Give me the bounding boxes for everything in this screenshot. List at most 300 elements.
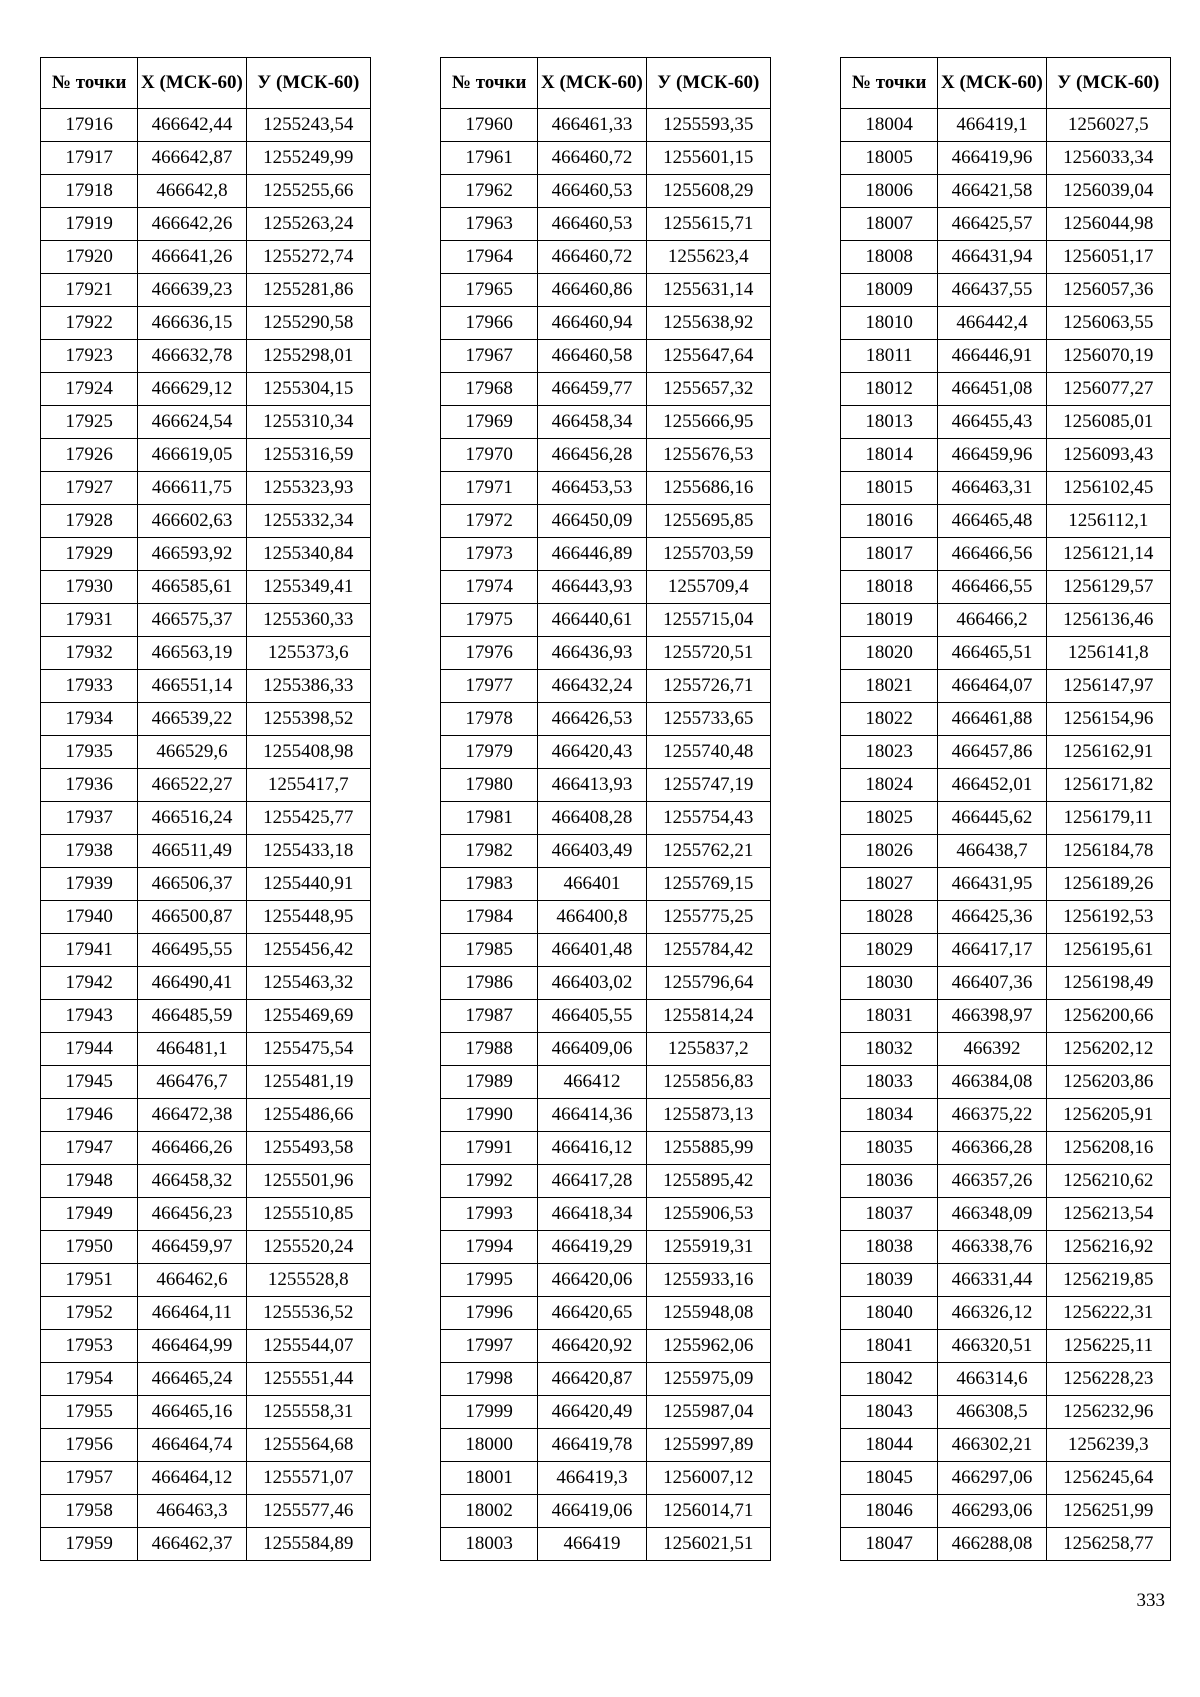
- cell-x-coordinate: 466485,59: [138, 1000, 246, 1033]
- cell-x-coordinate: 466419,96: [938, 142, 1046, 175]
- table-row: [41, 1066, 371, 1099]
- cell-y-coordinate: 1255796,64: [646, 967, 770, 1000]
- cell-x-coordinate: 466414,36: [538, 1099, 646, 1132]
- coordinates-table-2: [440, 57, 771, 1561]
- cell-y-coordinate: 1256141,8: [1046, 637, 1170, 670]
- cell-point-number: 17933: [41, 670, 138, 703]
- table-row: [41, 1198, 371, 1231]
- cell-point-number: 17952: [41, 1297, 138, 1330]
- cell-x-coordinate: 466460,72: [538, 142, 646, 175]
- table-row: [41, 373, 371, 406]
- cell-y-coordinate: 1255733,65: [646, 703, 770, 736]
- table-row: [41, 1264, 371, 1297]
- table-row: [441, 1429, 771, 1462]
- table-row: [841, 1000, 1171, 1033]
- cell-x-coordinate: 466405,55: [538, 1000, 646, 1033]
- cell-y-coordinate: 1255564,68: [246, 1429, 370, 1462]
- table-row: [41, 637, 371, 670]
- cell-x-coordinate: 466431,94: [938, 241, 1046, 274]
- cell-y-coordinate: 1256154,96: [1046, 703, 1170, 736]
- cell-x-coordinate: 466624,54: [138, 406, 246, 439]
- table-row: [41, 1000, 371, 1033]
- cell-x-coordinate: 466495,55: [138, 934, 246, 967]
- cell-x-coordinate: 466407,36: [938, 967, 1046, 1000]
- cell-point-number: 17979: [441, 736, 538, 769]
- cell-point-number: 18029: [841, 934, 938, 967]
- cell-x-coordinate: 466326,12: [938, 1297, 1046, 1330]
- cell-point-number: 18038: [841, 1231, 938, 1264]
- cell-y-coordinate: 1255486,66: [246, 1099, 370, 1132]
- cell-point-number: 17974: [441, 571, 538, 604]
- cell-x-coordinate: 466419,06: [538, 1495, 646, 1528]
- table-row: [841, 835, 1171, 868]
- table-row: [841, 736, 1171, 769]
- cell-y-coordinate: 1256219,85: [1046, 1264, 1170, 1297]
- cell-y-coordinate: 1255536,52: [246, 1297, 370, 1330]
- table-row: [441, 571, 771, 604]
- cell-y-coordinate: 1255544,07: [246, 1330, 370, 1363]
- table-row: [841, 1231, 1171, 1264]
- cell-x-coordinate: 466464,74: [138, 1429, 246, 1462]
- cell-point-number: 17999: [441, 1396, 538, 1429]
- cell-x-coordinate: 466440,61: [538, 604, 646, 637]
- cell-y-coordinate: 1256171,82: [1046, 769, 1170, 802]
- table-row: [841, 1462, 1171, 1495]
- cell-point-number: 17982: [441, 835, 538, 868]
- cell-point-number: 18014: [841, 439, 938, 472]
- table-row: [441, 505, 771, 538]
- cell-point-number: 18004: [841, 109, 938, 142]
- table-row: [441, 868, 771, 901]
- cell-y-coordinate: 1255895,42: [646, 1165, 770, 1198]
- cell-point-number: 17961: [441, 142, 538, 175]
- cell-point-number: 18047: [841, 1528, 938, 1561]
- cell-x-coordinate: 466465,16: [138, 1396, 246, 1429]
- cell-y-coordinate: 1255975,09: [646, 1363, 770, 1396]
- cell-x-coordinate: 466446,91: [938, 340, 1046, 373]
- cell-point-number: 17925: [41, 406, 138, 439]
- cell-point-number: 17930: [41, 571, 138, 604]
- table-row: [841, 571, 1171, 604]
- table-row: [441, 1495, 771, 1528]
- cell-point-number: 17968: [441, 373, 538, 406]
- cell-point-number: 17986: [441, 967, 538, 1000]
- cell-y-coordinate: 1255501,96: [246, 1165, 370, 1198]
- cell-x-coordinate: 466338,76: [938, 1231, 1046, 1264]
- cell-y-coordinate: 1256027,5: [1046, 109, 1170, 142]
- cell-x-coordinate: 466506,37: [138, 868, 246, 901]
- cell-point-number: 17926: [41, 439, 138, 472]
- cell-point-number: 17969: [441, 406, 538, 439]
- cell-point-number: 17962: [441, 175, 538, 208]
- cell-point-number: 18006: [841, 175, 938, 208]
- table-row: [441, 241, 771, 274]
- table-row: [441, 208, 771, 241]
- cell-point-number: 17971: [441, 472, 538, 505]
- cell-x-coordinate: 466403,49: [538, 835, 646, 868]
- table-row: [441, 637, 771, 670]
- cell-y-coordinate: 1256179,11: [1046, 802, 1170, 835]
- cell-y-coordinate: 1256245,64: [1046, 1462, 1170, 1495]
- cell-y-coordinate: 1256210,62: [1046, 1165, 1170, 1198]
- cell-x-coordinate: 466419,78: [538, 1429, 646, 1462]
- cell-y-coordinate: 1255408,98: [246, 736, 370, 769]
- cell-point-number: 18022: [841, 703, 938, 736]
- table-row: [441, 1000, 771, 1033]
- cell-x-coordinate: 466462,6: [138, 1264, 246, 1297]
- cell-x-coordinate: 466297,06: [938, 1462, 1046, 1495]
- cell-point-number: 18010: [841, 307, 938, 340]
- table-row: [41, 1330, 371, 1363]
- cell-y-coordinate: 1255754,43: [646, 802, 770, 835]
- cell-point-number: 17929: [41, 538, 138, 571]
- cell-x-coordinate: 466420,49: [538, 1396, 646, 1429]
- table-row: [441, 406, 771, 439]
- cell-point-number: 17985: [441, 934, 538, 967]
- cell-point-number: 18026: [841, 835, 938, 868]
- table-row: [441, 670, 771, 703]
- cell-x-coordinate: 466464,99: [138, 1330, 246, 1363]
- cell-point-number: 18020: [841, 637, 938, 670]
- cell-x-coordinate: 466288,08: [938, 1528, 1046, 1561]
- cell-x-coordinate: 466443,93: [538, 571, 646, 604]
- table-row: [441, 1165, 771, 1198]
- table-row: [441, 538, 771, 571]
- table-row: [441, 1099, 771, 1132]
- table-row: [441, 835, 771, 868]
- cell-y-coordinate: 1255726,71: [646, 670, 770, 703]
- cell-point-number: 17956: [41, 1429, 138, 1462]
- cell-point-number: 17964: [441, 241, 538, 274]
- cell-x-coordinate: 466466,55: [938, 571, 1046, 604]
- cell-x-coordinate: 466500,87: [138, 901, 246, 934]
- cell-point-number: 18042: [841, 1363, 938, 1396]
- cell-x-coordinate: 466308,5: [938, 1396, 1046, 1429]
- cell-point-number: 18043: [841, 1396, 938, 1429]
- table-row: [841, 901, 1171, 934]
- cell-x-coordinate: 466481,1: [138, 1033, 246, 1066]
- page-number: 333: [1136, 1590, 1165, 1611]
- cell-y-coordinate: 1255340,84: [246, 538, 370, 571]
- cell-point-number: 18044: [841, 1429, 938, 1462]
- table-row: [441, 340, 771, 373]
- cell-y-coordinate: 1255360,33: [246, 604, 370, 637]
- table-row: [441, 1264, 771, 1297]
- cell-x-coordinate: 466425,36: [938, 901, 1046, 934]
- cell-point-number: 17923: [41, 340, 138, 373]
- cell-point-number: 17944: [41, 1033, 138, 1066]
- table-row: [441, 1198, 771, 1231]
- table-row: [841, 538, 1171, 571]
- coordinates-table-3: [840, 57, 1171, 1561]
- table-row: [41, 208, 371, 241]
- cell-point-number: 18039: [841, 1264, 938, 1297]
- table-header-row: [841, 58, 1171, 109]
- cell-point-number: 18012: [841, 373, 938, 406]
- cell-x-coordinate: 466490,41: [138, 967, 246, 1000]
- cell-point-number: 18019: [841, 604, 938, 637]
- table-row: [441, 604, 771, 637]
- cell-y-coordinate: 1255398,52: [246, 703, 370, 736]
- cell-x-coordinate: 466457,86: [938, 736, 1046, 769]
- cell-x-coordinate: 466436,93: [538, 637, 646, 670]
- cell-point-number: 17997: [441, 1330, 538, 1363]
- table-row: [41, 439, 371, 472]
- cell-y-coordinate: 1256063,55: [1046, 307, 1170, 340]
- cell-x-coordinate: 466466,2: [938, 604, 1046, 637]
- cell-point-number: 17996: [441, 1297, 538, 1330]
- cell-point-number: 17963: [441, 208, 538, 241]
- cell-x-coordinate: 466539,22: [138, 703, 246, 736]
- table-row: [841, 142, 1171, 175]
- cell-point-number: 17946: [41, 1099, 138, 1132]
- cell-point-number: 17958: [41, 1495, 138, 1528]
- cell-y-coordinate: 1256162,91: [1046, 736, 1170, 769]
- cell-y-coordinate: 1255481,19: [246, 1066, 370, 1099]
- cell-x-coordinate: 466636,15: [138, 307, 246, 340]
- table-row: [41, 109, 371, 142]
- cell-y-coordinate: 1255316,59: [246, 439, 370, 472]
- table-row: [41, 175, 371, 208]
- cell-y-coordinate: 1255593,35: [646, 109, 770, 142]
- cell-x-coordinate: 466466,26: [138, 1132, 246, 1165]
- cell-point-number: 18023: [841, 736, 938, 769]
- table-row: [441, 1396, 771, 1429]
- cell-y-coordinate: 1255577,46: [246, 1495, 370, 1528]
- cell-y-coordinate: 1256044,98: [1046, 208, 1170, 241]
- table-row: [41, 769, 371, 802]
- cell-x-coordinate: 466421,58: [938, 175, 1046, 208]
- table-row: [841, 769, 1171, 802]
- cell-x-coordinate: 466408,28: [538, 802, 646, 835]
- cell-y-coordinate: 1255615,71: [646, 208, 770, 241]
- table-row: [841, 1396, 1171, 1429]
- coordinates-table-1: [40, 57, 371, 1561]
- table-row: [41, 1429, 371, 1462]
- table-row: [841, 241, 1171, 274]
- cell-x-coordinate: 466445,62: [938, 802, 1046, 835]
- table-row: [441, 1066, 771, 1099]
- cell-point-number: 17973: [441, 538, 538, 571]
- cell-y-coordinate: 1255769,15: [646, 868, 770, 901]
- cell-point-number: 18003: [441, 1528, 538, 1561]
- cell-point-number: 17935: [41, 736, 138, 769]
- cell-x-coordinate: 466585,61: [138, 571, 246, 604]
- cell-point-number: 18024: [841, 769, 938, 802]
- table-row: [41, 736, 371, 769]
- table-row: [841, 670, 1171, 703]
- cell-x-coordinate: 466459,96: [938, 439, 1046, 472]
- cell-point-number: 17949: [41, 1198, 138, 1231]
- cell-y-coordinate: 1256085,01: [1046, 406, 1170, 439]
- cell-y-coordinate: 1255715,04: [646, 604, 770, 637]
- cell-x-coordinate: 466419,29: [538, 1231, 646, 1264]
- cell-x-coordinate: 466419: [538, 1528, 646, 1561]
- table-row: [841, 1033, 1171, 1066]
- table-row: [41, 340, 371, 373]
- cell-point-number: 18000: [441, 1429, 538, 1462]
- cell-x-coordinate: 466320,51: [938, 1330, 1046, 1363]
- table-row: [41, 538, 371, 571]
- table-row: [841, 703, 1171, 736]
- cell-y-coordinate: 1256200,66: [1046, 1000, 1170, 1033]
- cell-x-coordinate: 466458,34: [538, 406, 646, 439]
- cell-x-coordinate: 466331,44: [938, 1264, 1046, 1297]
- cell-point-number: 18013: [841, 406, 938, 439]
- cell-point-number: 18031: [841, 1000, 938, 1033]
- cell-point-number: 17942: [41, 967, 138, 1000]
- cell-y-coordinate: 1255433,18: [246, 835, 370, 868]
- table-row: [841, 373, 1171, 406]
- cell-x-coordinate: 466302,21: [938, 1429, 1046, 1462]
- cell-y-coordinate: 1256014,71: [646, 1495, 770, 1528]
- cell-point-number: 18037: [841, 1198, 938, 1231]
- table-body: [41, 109, 371, 1561]
- cell-x-coordinate: 466420,65: [538, 1297, 646, 1330]
- cell-y-coordinate: 1256228,23: [1046, 1363, 1170, 1396]
- cell-y-coordinate: 1256033,34: [1046, 142, 1170, 175]
- cell-point-number: 17920: [41, 241, 138, 274]
- table-row: [441, 934, 771, 967]
- cell-point-number: 17966: [441, 307, 538, 340]
- cell-y-coordinate: 1255676,53: [646, 439, 770, 472]
- cell-y-coordinate: 1255762,21: [646, 835, 770, 868]
- cell-x-coordinate: 466641,26: [138, 241, 246, 274]
- cell-y-coordinate: 1255456,42: [246, 934, 370, 967]
- cell-y-coordinate: 1255933,16: [646, 1264, 770, 1297]
- cell-x-coordinate: 466392: [938, 1033, 1046, 1066]
- cell-x-coordinate: 466400,8: [538, 901, 646, 934]
- cell-point-number: 18001: [441, 1462, 538, 1495]
- cell-y-coordinate: 1255281,86: [246, 274, 370, 307]
- cell-x-coordinate: 466314,6: [938, 1363, 1046, 1396]
- cell-point-number: 17938: [41, 835, 138, 868]
- table-row: [441, 703, 771, 736]
- cell-point-number: 17945: [41, 1066, 138, 1099]
- cell-y-coordinate: 1255263,24: [246, 208, 370, 241]
- cell-x-coordinate: 466464,11: [138, 1297, 246, 1330]
- table-row: [41, 1396, 371, 1429]
- cell-point-number: 17998: [441, 1363, 538, 1396]
- table-row: [841, 1528, 1171, 1561]
- table-body: [441, 109, 771, 1561]
- cell-y-coordinate: 1255987,04: [646, 1396, 770, 1429]
- table-header-row: [441, 58, 771, 109]
- table-row: [41, 1297, 371, 1330]
- table-row: [441, 439, 771, 472]
- cell-x-coordinate: 466460,94: [538, 307, 646, 340]
- cell-x-coordinate: 466409,06: [538, 1033, 646, 1066]
- cell-y-coordinate: 1255417,7: [246, 769, 370, 802]
- cell-x-coordinate: 466420,87: [538, 1363, 646, 1396]
- cell-y-coordinate: 1255601,15: [646, 142, 770, 175]
- table-row: [41, 1528, 371, 1561]
- cell-y-coordinate: 1255448,95: [246, 901, 370, 934]
- cell-x-coordinate: 466551,14: [138, 670, 246, 703]
- table-row: [441, 1363, 771, 1396]
- cell-y-coordinate: 1256208,16: [1046, 1132, 1170, 1165]
- cell-x-coordinate: 466420,92: [538, 1330, 646, 1363]
- cell-y-coordinate: 1256093,43: [1046, 439, 1170, 472]
- cell-y-coordinate: 1256195,61: [1046, 934, 1170, 967]
- table-row: [441, 175, 771, 208]
- cell-point-number: 17940: [41, 901, 138, 934]
- cell-x-coordinate: 466432,24: [538, 670, 646, 703]
- cell-point-number: 17965: [441, 274, 538, 307]
- cell-x-coordinate: 466464,12: [138, 1462, 246, 1495]
- cell-point-number: 17924: [41, 373, 138, 406]
- cell-point-number: 17932: [41, 637, 138, 670]
- cell-point-number: 17970: [441, 439, 538, 472]
- cell-y-coordinate: 1255657,32: [646, 373, 770, 406]
- cell-y-coordinate: 1255558,31: [246, 1396, 370, 1429]
- cell-point-number: 17991: [441, 1132, 538, 1165]
- cell-point-number: 18041: [841, 1330, 938, 1363]
- table-row: [441, 736, 771, 769]
- cell-x-coordinate: 466563,19: [138, 637, 246, 670]
- cell-y-coordinate: 1256077,27: [1046, 373, 1170, 406]
- cell-point-number: 17951: [41, 1264, 138, 1297]
- table-row: [441, 1033, 771, 1066]
- cell-point-number: 17954: [41, 1363, 138, 1396]
- cell-point-number: 17916: [41, 109, 138, 142]
- table-row: [441, 901, 771, 934]
- cell-x-coordinate: 466465,48: [938, 505, 1046, 538]
- cell-x-coordinate: 466419,1: [938, 109, 1046, 142]
- cell-y-coordinate: 1255584,89: [246, 1528, 370, 1561]
- cell-y-coordinate: 1255997,89: [646, 1429, 770, 1462]
- header-x-coordinate: X (МСК-60): [538, 58, 646, 109]
- cell-point-number: 17948: [41, 1165, 138, 1198]
- cell-point-number: 17936: [41, 769, 138, 802]
- cell-y-coordinate: 1255747,19: [646, 769, 770, 802]
- cell-y-coordinate: 1256129,57: [1046, 571, 1170, 604]
- table-row: [841, 109, 1171, 142]
- cell-x-coordinate: 466460,53: [538, 175, 646, 208]
- cell-point-number: 17934: [41, 703, 138, 736]
- cell-x-coordinate: 466511,49: [138, 835, 246, 868]
- cell-y-coordinate: 1256102,45: [1046, 472, 1170, 505]
- cell-x-coordinate: 466619,05: [138, 439, 246, 472]
- cell-y-coordinate: 1255386,33: [246, 670, 370, 703]
- cell-x-coordinate: 466639,23: [138, 274, 246, 307]
- cell-y-coordinate: 1255638,92: [646, 307, 770, 340]
- header-point-number: № точки: [841, 58, 938, 109]
- table-row: [441, 307, 771, 340]
- cell-point-number: 17947: [41, 1132, 138, 1165]
- table-row: [841, 1495, 1171, 1528]
- cell-x-coordinate: 466466,56: [938, 538, 1046, 571]
- cell-y-coordinate: 1255373,6: [246, 637, 370, 670]
- table-row: [41, 1363, 371, 1396]
- cell-y-coordinate: 1255310,34: [246, 406, 370, 439]
- cell-point-number: 17988: [441, 1033, 538, 1066]
- cell-point-number: 17975: [441, 604, 538, 637]
- table-row: [841, 472, 1171, 505]
- cell-x-coordinate: 466452,01: [938, 769, 1046, 802]
- cell-x-coordinate: 466529,6: [138, 736, 246, 769]
- table-row: [841, 1363, 1171, 1396]
- cell-y-coordinate: 1255647,64: [646, 340, 770, 373]
- table-row: [441, 769, 771, 802]
- table-row: [841, 934, 1171, 967]
- cell-x-coordinate: 466632,78: [138, 340, 246, 373]
- cell-y-coordinate: 1255323,93: [246, 472, 370, 505]
- cell-x-coordinate: 466461,88: [938, 703, 1046, 736]
- cell-x-coordinate: 466464,07: [938, 670, 1046, 703]
- cell-x-coordinate: 466642,87: [138, 142, 246, 175]
- cell-x-coordinate: 466357,26: [938, 1165, 1046, 1198]
